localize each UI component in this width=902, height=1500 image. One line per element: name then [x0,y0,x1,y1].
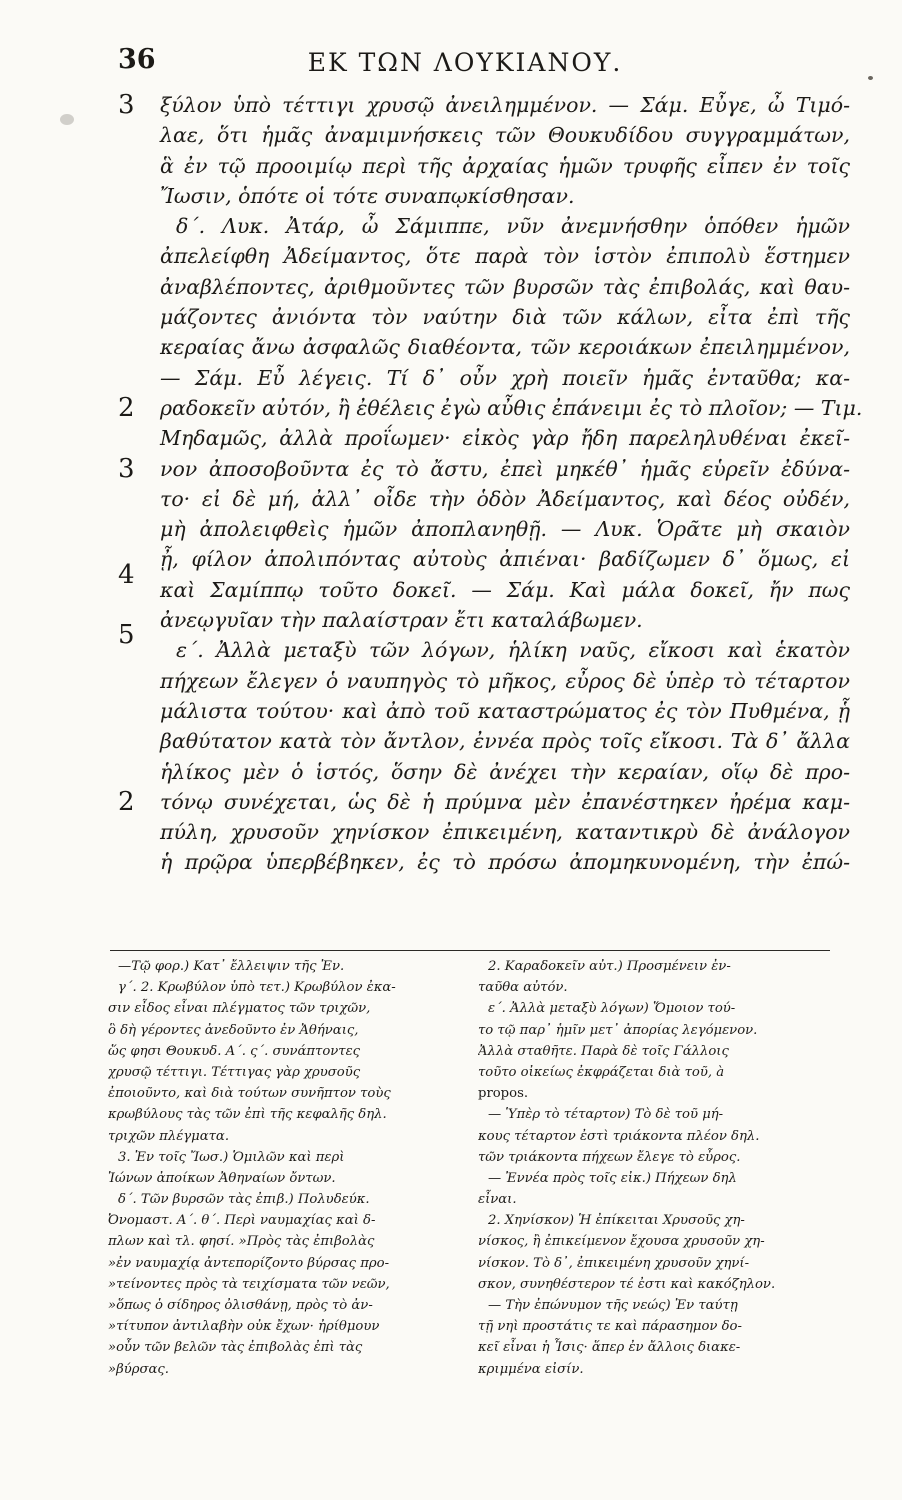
running-head: ΕΚ ΤΩΝ ΛΟΥΚΙΑΝΟΥ. [307,48,623,77]
text-line: πύλη, χρυσοῦν χηνίσκον ἐπικειμένη, καταντικρὺ δὲ ἀνάλογον [160,820,850,845]
footnote-line: 2. Χηνίσκον) Ἡ ἐπίκειται Χρυσοῦς χη- [488,1213,745,1229]
footnote-line: το τῷ παρ᾽ ἡμῖν μετ᾽ ἀπορίας λεγόμενον. [478,1022,758,1038]
footnote-line: »βύρσας. [108,1361,169,1377]
footnote-line: Ἀλλὰ σταθῆτε. Παρὰ δὲ τοῖς Γάλλοις [478,1043,729,1059]
footnote-line: νίσκον. Τὸ δ᾽, ἐπικειμένη χρυσοῦν χηνί- [478,1255,750,1271]
footnote-line: »τείνοντες πρὸς τὰ τειχίσματα τῶν νεῶν, [108,1276,390,1292]
footnote-line: κους τέταρτον ἐστὶ τριάκοντα πλέον δηλ. [478,1128,760,1144]
footnote-line: τριχῶν πλέγματα. [108,1128,230,1144]
margin-line-number: 2 [118,787,135,817]
margin-line-number: 5 [118,620,135,650]
footnote-line: ἐποιοῦντο, καὶ διὰ τούτων συνῆπτον τοὺς [108,1086,391,1102]
footnote-line: ταῦθα αὐτόν. [478,980,568,996]
text-line: μάλιστα τούτου· καὶ ἀπὸ τοῦ καταστρώματος ἐς τὸν Πυθμένα, ᾗ [160,698,850,723]
footnote-line: 3. Ἐν τοῖς Ἴωσ.) Ὁμιλῶν καὶ περὶ [118,1149,345,1165]
footnotes-left-column [108,956,460,1380]
footnote-line: νίσκος, ἢ ἐπικείμενον ἔχουσα χρυσοῦν χη- [478,1234,765,1250]
footnote-line: σκον, συνηθέστερον τέ ἐστι καὶ κακόζηλον. [478,1276,776,1292]
footnote-line: κριμμένα εἰσίν. [478,1361,584,1377]
text-line: Μηδαμῶς, ἀλλὰ προΐωμεν· εἰκὸς γὰρ ἤδη παρεληλυθέναι ἐκεῖ- [160,426,850,451]
footnote-line: γ΄. 2. Κρωβύλον ὑπὸ τετ.) Κρωβύλον ἐκα- [118,980,396,996]
footnote-line: τοῦτο οἰκείως ἐκφράζεται διὰ τοῦ, à [478,1064,725,1080]
text-line: ᾖ, φίλον ἀπολιπόντας αὐτοὺς ἀπιέναι· βαδίζωμεν δ᾽ ὅμως, εἰ [160,547,850,572]
text-line: καὶ Σαμίππῳ τοῦτο δοκεῖ. — Σάμ. Καὶ μάλα δοκεῖ, ἤν πως [160,577,850,602]
footnote-line: κεῖ εἶναι ἡ Ἶσις· ἅπερ ἐν ἄλλοις διακε- [478,1340,741,1356]
text-line: ἡλίκος μὲν ὁ ἱστός, ὅσην δὲ ἀνέχει τὴν κεραίαν, οἵῳ δὲ προ- [160,759,850,784]
footnote-line: »τίτυπον ἀντιλαβὴν οὐκ ἔχων· ἠρίθμουν [108,1319,380,1335]
text-line: νον ἀποσοβοῦντα ἐς τὸ ἄστυ, ἐπεὶ μηκέθ᾽ ἡμᾶς εὑρεῖν ἐδύνα- [160,456,850,481]
footnote-line: τῇ νηὶ προστάτις τε καὶ πάρασημον δο- [478,1319,742,1335]
text-line: ἡ πρῷρα ὑπερβέβηκεν, ἐς τὸ πρόσω ἀπομηκυνομένη, τὴν ἐπώ- [160,850,850,875]
text-line: ἃ ἐν τῷ προοιμίῳ περὶ τῆς ἀρχαίας ἡμῶν τρυφῆς εἶπεν ἐν τοῖς [160,153,850,178]
footnote-line: εἶναι. [478,1192,517,1208]
text-line: ξύλον ὑπὸ τέττιγι χρυσῷ ἀνειλημμένον. — Σάμ. Εὖγε, ὦ Τιμό- [160,93,850,117]
main-text [160,90,863,878]
footnote-line: ὃ δὴ γέροντες ἀνεδοῦντο ἐν Ἀθήναις, [108,1022,359,1038]
text-line: ἀπελείφθη Ἀδείμαντος, ὅτε παρὰ τὸν ἱστὸν ἐπιπολὺ ἕστημεν [160,244,850,269]
footnote-line: τῶν τριάκοντα πήχεων ἔλεγε τὸ εὖρος. [478,1149,741,1165]
footnote-line: — Ἐννέα πρὸς τοῖς εἰκ.) Πήχεων δηλ [488,1170,737,1186]
footnote-line: Ὀνομαστ. Α΄. θ΄. Περὶ ναυμαχίας καὶ δ- [108,1213,376,1229]
footnote-line: πλων καὶ τλ. φησί. »Πρὸς τὰς ἐπιβολὰς [108,1234,375,1250]
footnote-rule [110,950,830,951]
text-line: κεραίας ἄνω ἀσφαλῶς διαθέοντα, τῶν κεροιάκων ἐπειλημμένον, [160,335,850,360]
text-line: ἀναβλέποντες, ἀριθμοῦντες τῶν βυρσῶν τὰς ἐπιβολάς, καὶ θαυ- [160,274,850,299]
ink-speck [868,76,873,80]
page-number: 36 [118,44,156,75]
footnote-line: ὥς φησι Θουκυδ. Α΄. ς΄. συνάπτοντες [108,1043,361,1059]
text-line: τόνῳ συνέχεται, ὡς δὲ ἡ πρύμνα μὲν ἐπανέστηκεν ἠρέμα καμ- [160,789,850,814]
text-line: λαε, ὅτι ἡμᾶς ἀναμιμνήσκεις τῶν Θουκυδίδου συγγραμμάτων, [160,123,850,148]
margin-line-number: 2 [118,393,135,423]
text-line: ραδοκεῖν αὐτόν, ἢ ἐθέλεις ἐγὼ αὖθις ἐπάνειμι ἐς τὸ πλοῖον; — Τιμ. [160,395,863,420]
footnote-line: —Τῷ φορ.) Κατ᾽ ἔλλειψιν τῆς Ἐν. [118,959,345,974]
margin-line-number: 3 [118,90,135,120]
margin-line-number: 3 [118,454,135,484]
footnote-line: »οὖν τῶν βελῶν τὰς ἐπιβολὰς ἐπὶ τὰς [108,1340,363,1356]
text-line: πήχεων ἔλεγεν ὁ ναυπηγὸς τὸ μῆκος, εὖρος δὲ ὑπὲρ τὸ τέταρτον [160,668,850,693]
footnote-line: χρυσῷ τέττιγι. Τέττιγας γὰρ χρυσοῦς [108,1064,361,1080]
text-line: το· εἰ δὲ μή, ἀλλ᾽ οἶδε τὴν ὁδὸν Ἀδείμαντος, καὶ δέος οὐδέν, [160,486,850,511]
section-first-line: δ΄. Λυκ. Ἀτάρ, ὦ Σάμιππε, νῦν ἀνεμνήσθην ὁπόθεν ἡμῶν [176,214,850,239]
text-line: Ἴωσιν, ὁπότε οἱ τότε συναπῳκίσθησαν. [160,183,575,208]
footnote-line: — Τὴν ἐπώνυμον τῆς νεώς) Ἐν ταύτῃ [488,1298,738,1313]
text-line: βαθύτατον κατὰ τὸν ἄντλον, ἐννέα πρὸς τοῖς εἴκοσι. Τὰ δ᾽ ἄλλα [160,729,850,754]
footnotes-right-column [478,956,823,1380]
footnote-line: »ἐν ναυμαχίᾳ ἀντεπορίζοντο βύρσας προ- [108,1255,390,1271]
text-line: ἀνεῳγυῖαν τὴν παλαίστραν ἔτι καταλάβωμεν. [160,608,643,633]
section-first-line: ε΄. Ἀλλὰ μεταξὺ τῶν λόγων, ἡλίκη ναῦς, εἴκοσι καὶ ἑκατὸν [176,638,850,663]
footnote-line: »ὅπως ὁ σίδηρος ὀλισθάνῃ, πρὸς τὸ ἀν- [108,1298,373,1313]
footnote-line: Ἰώνων ἀποίκων Ἀθηναίων ὄντων. [108,1170,336,1186]
footnote-line: 2. Καραδοκεῖν αὐτ.) Προσμένειν ἐν- [488,959,731,974]
text-line: μάζοντες ἀνιόντα τὸν ναύτην διὰ τῶν κάλων, εἶτα ἐπὶ τῆς [160,305,850,330]
text-line: μὴ ἀπολειφθεὶς ἡμῶν ἀποπλανηθῇ. — Λυκ. Ὁρᾶτε μὴ σκαιὸν [160,517,850,542]
footnote-line: σιν εἶδος εἶναι πλέγματος τῶν τριχῶν, [108,1001,371,1017]
margin-line-number: 4 [118,560,135,590]
text-line: — Σάμ. Εὖ λέγεις. Τί δ᾽ οὖν χρὴ ποιεῖν ἡμᾶς ἐνταῦθα; κα- [160,365,850,390]
footnote-line: κρωβύλους τὰς τῶν ἐπὶ τῆς κεφαλῆς δηλ. [108,1107,387,1123]
footnote-line: propos. [478,1086,529,1102]
footnote-line: ε΄. Ἀλλὰ μεταξὺ λόγων) Ὅμοιον τού- [488,1001,736,1017]
paper-blemish [60,114,74,125]
footnote-line: δ΄. Τῶν βυρσῶν τὰς ἐπιβ.) Πολυδεύκ. [118,1192,370,1208]
footnote-line: — Ὑπὲρ τὸ τέταρτον) Τὸ δὲ τοῦ μή- [488,1107,724,1123]
